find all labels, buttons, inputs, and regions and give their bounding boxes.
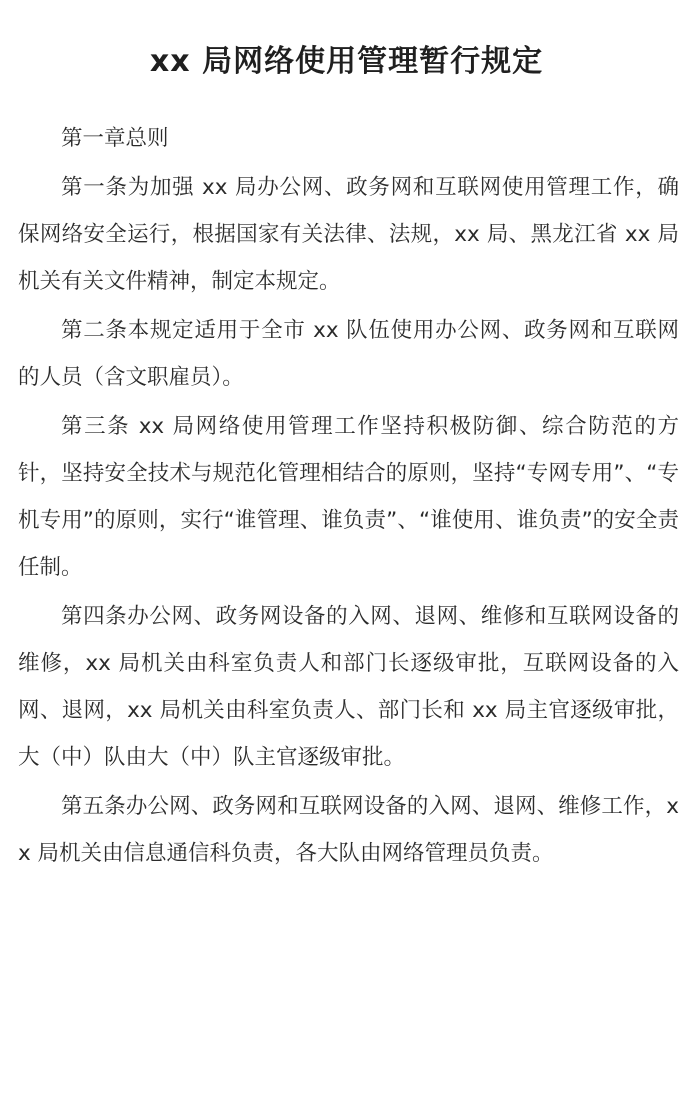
- page-title: xx 局网络使用管理暂行规定: [149, 44, 544, 79]
- paragraph-article-two: 第二条本规定适用于全市 xx 队伍使用办公网、政务网和互联网的人员（含文职雇员）。: [18, 318, 679, 390]
- paragraph-article-four: 第四条办公网、政务网设备的入网、退网、维修和互联网设备的维修，xx 局机关由科室负责人和部门长逐级审批，互联网设备的入网、退网，xx 局机关由科室负责人、部门长和 xx 局主官逐级审批，大（中）队由大（中）队主官逐级审批。: [18, 604, 679, 770]
- paragraph-article-one: 第一条为加强 xx 局办公网、政务网和互联网使用管理工作，确保网络安全运行，根据国家有关法律、法规，xx 局、黑龙江省 xx 局机关有关文件精神，制定本规定。: [18, 175, 679, 294]
- paragraph-chapter-one: 第一章总则: [61, 126, 169, 151]
- paragraph-article-three: 第三条 xx 局网络使用管理工作坚持积极防御、综合防范的方针，坚持安全技术与规范化管理相结合的原则，坚持“专网专用”、“专机专用”的原则，实行“谁管理、谁负责”、“谁使用、谁负责”的安全责任制。: [18, 414, 679, 580]
- paragraph-article-five: 第五条办公网、政务网和互联网设备的入网、退网、维修工作，xx 局机关由信息通信科负责，各大队由网络管理员负责。: [18, 794, 679, 866]
